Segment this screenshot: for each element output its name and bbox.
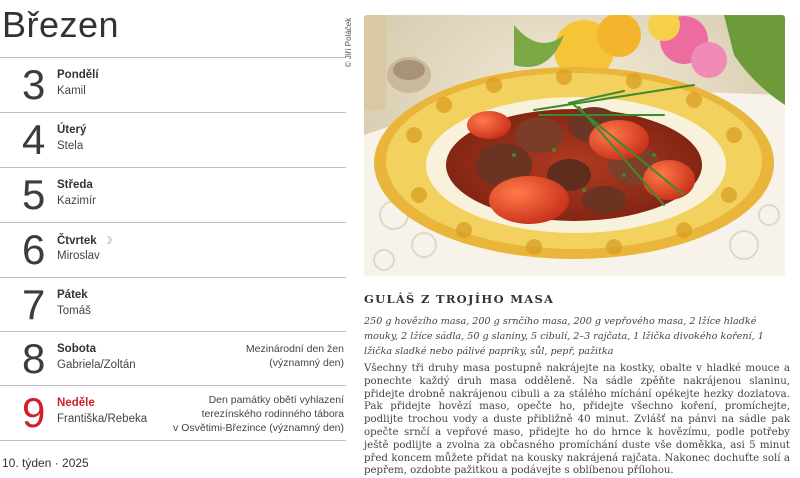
day-name: Úterý [57, 124, 87, 136]
day-row-monday [0, 58, 346, 112]
photo-credit-text: © Jiří Poláček [344, 17, 354, 68]
day-name: Pondělí [57, 69, 99, 81]
week-label: 10. týden · 2025 [2, 456, 89, 470]
day-row-friday [0, 278, 346, 332]
day-note: Den památky obětí vyhlazení terezínského rodinného tábora v Osvětimi-Březince (významný den) [173, 394, 344, 434]
goulash-photo [364, 15, 785, 276]
day-name: Sobota [57, 343, 96, 355]
day-row-thursday [0, 223, 346, 277]
name-day: Františka/Rebeka [57, 413, 148, 425]
name-day: Kazimír [57, 195, 96, 207]
day-row-saturday [0, 332, 346, 386]
month-title: Březen [2, 4, 120, 45]
photo-credit [346, 16, 360, 76]
day-number: 9 [22, 389, 46, 436]
day-number: 5 [22, 171, 46, 218]
moon-phase-icon: ☽ [102, 235, 113, 247]
recipe-instructions: Všechny tři druhy masa postupně nakrájejte na kostky, obalte v hladké mouce a ponechte každý druh masa odděleně. Na sádle zpěňte nakrájenou slaninu, přidejte drobně nakrájenou cibuli a za stálého míchání opékejte hezky dozlatova. Pak přidejte hovězí maso, opečte ho, přidejte všechno koření, promíchejte, podlijte trochou vody a duste přibližně 40 minut. Zvlášť na pánvi na sádle pak opečte srnčí a vepřové maso, přidejte ho do hrnce k hovězímu, podle potřeby ještě podlijte a zvolna za občasného promíchání duste vše doměkka, asi 5 minut před koncem můžete přidat na kousky nakrájená rajčata. Nakonec dochuťte solí a pepřem, ozdobte pažitkou a podávejte s oblíbenou přílohou. [364, 363, 790, 477]
day-number: 7 [22, 281, 46, 328]
day-name: Středa [57, 179, 93, 191]
day-divider [0, 440, 346, 441]
day-row-sunday [0, 386, 346, 440]
day-name: Čtvrtek [57, 235, 97, 247]
name-day: Gabriela/Zoltán [57, 359, 136, 371]
name-day: Tomáš [57, 305, 91, 317]
day-name-row [57, 234, 113, 247]
day-row-tuesday [0, 113, 346, 167]
name-day: Miroslav [57, 250, 100, 262]
day-number: 6 [22, 226, 46, 273]
recipe-ingredients: 250 g hovězího masa, 200 g srnčího masa, 200 g vepřového masa, 2 lžíce hladké mouky, 2 lžíce sádla, 50 g slaniny, 5 cibulí, 2–3 rajčata, 1 lžička divokého koření, 1 lžička sladké nebo pálivé papriky, sůl, pepř, pažitka [364, 316, 764, 357]
day-name: Pátek [57, 289, 88, 301]
day-number: 3 [22, 61, 46, 108]
day-note: Mezinárodní den žen (významný den) [245, 343, 344, 369]
name-day: Stela [57, 140, 84, 152]
day-number: 8 [22, 335, 46, 382]
name-day: Kamil [57, 85, 86, 97]
day-number: 4 [22, 116, 46, 163]
day-row-wednesday [0, 168, 346, 222]
day-name: Neděle [57, 397, 95, 409]
recipe-title: GULÁŠ Z TROJÍHO MASA [364, 292, 555, 306]
